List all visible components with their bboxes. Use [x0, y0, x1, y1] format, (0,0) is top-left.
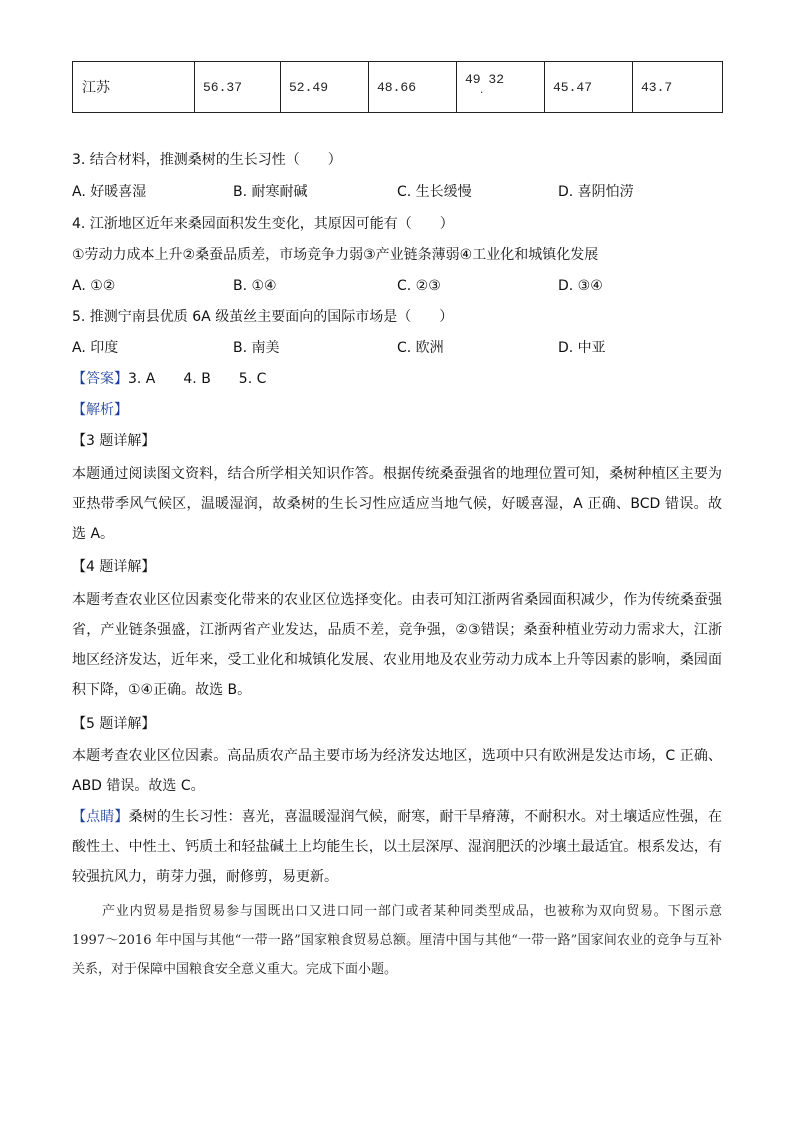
question-3-options	[72, 182, 672, 202]
option-c: C. ②③	[397, 278, 441, 294]
detail-5-title: 【5 题详解】	[72, 716, 156, 732]
split-value-top: 49 32	[465, 71, 505, 87]
table-cell: 45.47	[545, 62, 633, 113]
tip-label: 【点睛】	[72, 809, 129, 825]
answer-text: 3. A 4. B 5. C	[128, 371, 267, 387]
table-cell: 52.49	[281, 62, 369, 113]
material-text: 产业内贸易是指贸易参与国既出口又进口同一部门或者某种同类型成品，也被称为双向贸易。下图示意 1997～2016 年中国与其他“一带一路”国家粮食贸易总额。厘清中国与其他“一带一路”国家间农业的竞争与互补关系，对于保障中国粮食安全意义重大。完成下面小题。	[72, 904, 722, 977]
question-4-items: ①劳动力成本上升②桑蚕品质差，市场竞争力弱③产业链条薄弱④工业化和城镇化发展	[72, 247, 599, 263]
option-a: A. 印度	[72, 340, 119, 356]
question-5-options	[72, 338, 672, 358]
option-b: B. 南美	[233, 340, 280, 356]
option-d: D. 喜阴怕涝	[558, 184, 634, 200]
option-b: B. 耐寒耐碱	[233, 184, 308, 200]
table-row	[73, 62, 723, 113]
option-a: A. ①②	[72, 278, 116, 294]
detail-4-title: 【4 题详解】	[72, 559, 156, 575]
detail-3-body: 本题通过阅读图文资料，结合所学相关知识作答。根据传统桑蚕强省的地理位置可知，桑树种植区主要为亚热带季风气候区，温暖湿润，故桑树的生长习性应适应当地气候，好暖喜湿，A 正确、BCD 错误。故选 A。	[72, 466, 722, 542]
option-c: C. 欧洲	[397, 340, 444, 356]
option-d: D. ③④	[558, 278, 603, 294]
answer-label: 【答案】	[72, 371, 128, 387]
table-cell: 48.66	[369, 62, 457, 113]
split-value-bottom: .	[479, 85, 485, 96]
analysis-label: 【解析】	[72, 402, 128, 418]
split-value	[465, 73, 544, 96]
question-3-stem: 3. 结合材料，推测桑树的生长习性（ ）	[72, 152, 342, 168]
question-5-stem: 5. 推测宁南县优质 6A 级茧丝主要面向的国际市场是（ ）	[72, 309, 454, 325]
table-cell: 56.37	[195, 62, 281, 113]
answer-line	[72, 369, 266, 389]
tip-paragraph	[72, 802, 722, 892]
table-cell	[457, 62, 545, 113]
tip-body: 桑树的生长习性：喜光，喜温暖湿润气候，耐寒，耐干旱瘠薄，不耐积水。对土壤适应性强，在酸性土、中性土、钙质土和轻盐碱土上均能生长，以土层深厚、湿润肥沃的沙壤土最适宜。根系发达，有较强抗风力，萌芽力强，耐修剪，易更新。	[72, 809, 723, 885]
material-paragraph	[72, 897, 722, 984]
detail-3-title: 【3 题详解】	[72, 433, 156, 449]
mulberry-area-table	[72, 61, 723, 113]
option-b: B. ①④	[233, 278, 277, 294]
question-4-stem: 4. 江浙地区近年来桑园面积发生变化，其原因可能有（ ）	[72, 216, 454, 232]
option-a: A. 好暖喜湿	[72, 184, 147, 200]
detail-5-body: 本题考查农业区位因素。高品质农产品主要市场为经济发达地区，选项中只有欧洲是发达市场，C 正确、ABD 错误。故选 C。	[72, 748, 722, 794]
question-4-options	[72, 276, 672, 296]
option-c: C. 生长缓慢	[397, 184, 472, 200]
table-cell: 43.7	[633, 62, 723, 113]
detail-4-body: 本题考查农业区位因素变化带来的农业区位选择变化。由表可知江浙两省桑园面积减少，作为传统桑蚕强省，产业链条强盛，江浙两省产业发达，品质不差，竞争强，②③错误；桑蚕种植业劳动力需求大，江浙地区经济发达，近年来，受工业化和城镇化发展、农业用地及农业劳动力成本上升等因素的影响，桑园面积下降，①④正确。故选 B。	[72, 592, 722, 698]
table-cell-region: 江苏	[73, 62, 195, 113]
option-d: D. 中亚	[558, 340, 606, 356]
